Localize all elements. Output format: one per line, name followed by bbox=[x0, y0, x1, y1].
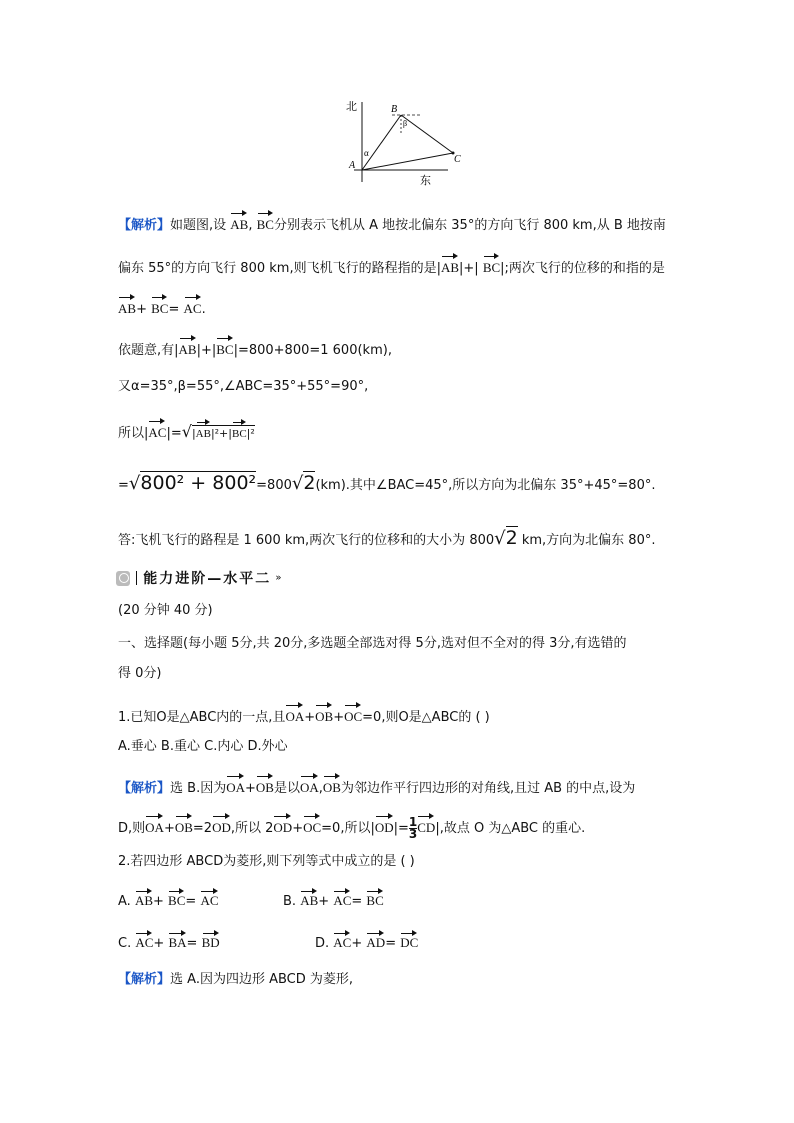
sqrt-expression: √|AB|²+|BC|² bbox=[182, 420, 255, 444]
vector-ac: AC bbox=[135, 931, 153, 951]
text: 答:飞机飞行的路程是 1 600 km,两次飞行的位移和的大小为 800 bbox=[118, 533, 495, 548]
solution-line-7 bbox=[118, 470, 655, 499]
text: 选 A.因为四边形 ABCD 为菱形, bbox=[170, 972, 354, 987]
vector-ab: AB bbox=[441, 254, 459, 278]
east-label: 东 bbox=[420, 175, 431, 186]
instructions-line-2: 得 0分) bbox=[118, 666, 162, 681]
text: 是以 bbox=[273, 781, 300, 796]
text: + bbox=[318, 894, 330, 909]
text: . bbox=[201, 302, 206, 317]
vector-ac: AC bbox=[333, 889, 351, 909]
radicand: 2 bbox=[505, 527, 518, 549]
fraction-one-third bbox=[409, 817, 417, 840]
text: =800 bbox=[256, 478, 292, 493]
vector-ac: AC bbox=[333, 931, 351, 951]
text: + bbox=[333, 710, 345, 725]
section-header bbox=[116, 568, 282, 588]
vector-ab: AB bbox=[118, 295, 136, 319]
analysis-tag: 【解析】 bbox=[118, 781, 171, 796]
text: , bbox=[318, 781, 323, 796]
question-1-options: A.垂心 B.重心 C.内心 D.外心 bbox=[118, 739, 288, 754]
text: + bbox=[153, 936, 165, 951]
vector-ac: AC bbox=[200, 889, 218, 909]
option-c bbox=[118, 931, 220, 951]
vector-ob: OB bbox=[256, 774, 274, 798]
text: = bbox=[186, 936, 198, 951]
analysis-tag: 【解析】 bbox=[118, 972, 171, 987]
vector-oc: OC bbox=[303, 814, 321, 838]
vector-bc: BC bbox=[483, 254, 500, 278]
section-title: 能力进阶—水平二 bbox=[143, 571, 272, 587]
option-label: D. bbox=[315, 936, 330, 951]
text: |²+| bbox=[210, 427, 232, 440]
option-label: A. bbox=[118, 894, 131, 909]
radicand: 2 bbox=[303, 472, 316, 494]
solution-line-4 bbox=[118, 336, 392, 361]
analysis-tag: 【解析】 bbox=[118, 218, 171, 233]
vector-bd: BD bbox=[202, 931, 220, 951]
answer-2 bbox=[118, 970, 353, 990]
vector-oa: OA bbox=[145, 814, 164, 838]
vector-bc: BC bbox=[232, 420, 247, 444]
vector-ab: AB bbox=[179, 336, 197, 360]
text: + bbox=[292, 821, 304, 836]
solution-line-6 bbox=[118, 419, 255, 444]
text: 选 B.因为 bbox=[170, 781, 227, 796]
text: =0,所以| bbox=[321, 821, 375, 836]
text: = bbox=[185, 894, 197, 909]
text: + bbox=[163, 821, 175, 836]
vector-ob: OB bbox=[175, 814, 193, 838]
option-d bbox=[315, 931, 418, 951]
point-b-label: B bbox=[391, 104, 398, 115]
lightbulb-icon bbox=[116, 571, 130, 586]
vector-bc: BC bbox=[151, 295, 168, 319]
radical-sign: √ bbox=[128, 473, 141, 494]
vector-bc: BC bbox=[216, 336, 233, 360]
option-a bbox=[118, 889, 219, 909]
numerator: 1 bbox=[408, 815, 418, 829]
vector-ba: BA bbox=[168, 931, 186, 951]
text: 分别表示飞机从 A 地按北偏东 35°的方向飞行 800 km,从 B 地按南 bbox=[273, 218, 666, 233]
text: , bbox=[248, 218, 253, 233]
north-label: 北 bbox=[346, 101, 357, 113]
option-label: C. bbox=[118, 936, 132, 951]
text: = bbox=[168, 302, 180, 317]
vector-ab: AB bbox=[230, 211, 248, 235]
text: | bbox=[191, 427, 196, 440]
vector-oa: OA bbox=[300, 774, 319, 798]
solution-line-3 bbox=[118, 295, 206, 320]
vector-bc: BC bbox=[168, 889, 185, 909]
text: 为邻边作平行四边形的对角线,且过 AB 的中点,设为 bbox=[340, 781, 636, 796]
vector-ob: OB bbox=[323, 774, 341, 798]
double-chevron-icon: » bbox=[275, 572, 282, 584]
answer-1-line-2 bbox=[118, 814, 585, 840]
question-1 bbox=[118, 703, 490, 728]
text: + bbox=[351, 936, 363, 951]
text: = bbox=[351, 894, 363, 909]
text: |=800+800=1 600(km), bbox=[233, 343, 392, 358]
text: |;两次飞行的位移的和指的是 bbox=[500, 261, 665, 276]
text: + bbox=[244, 781, 256, 796]
radicand: 800² + 800² bbox=[140, 472, 257, 494]
text: + bbox=[153, 894, 164, 909]
denominator: 3 bbox=[408, 827, 418, 841]
vector-ac: AC bbox=[148, 419, 166, 443]
vector-od: OD bbox=[212, 814, 231, 838]
vector-oa: OA bbox=[226, 774, 245, 798]
solution-line-2 bbox=[118, 254, 665, 279]
vector-od: OD bbox=[273, 814, 292, 838]
text: =0,则O是△ABC的 ( ) bbox=[362, 710, 490, 725]
vector-ab: AB bbox=[300, 889, 318, 909]
vector-oc: OC bbox=[344, 703, 362, 727]
vector-ab: AB bbox=[196, 420, 211, 444]
option-label: B. bbox=[283, 894, 297, 909]
radical-sign: √ bbox=[494, 528, 506, 549]
vector-ac: AC bbox=[184, 295, 202, 319]
text: |+| bbox=[459, 261, 479, 276]
time-score: (20 分钟 40 分) bbox=[118, 603, 213, 618]
vector-ob: OB bbox=[315, 703, 333, 727]
vector-ad: AD bbox=[366, 931, 385, 951]
answer-line bbox=[118, 525, 655, 554]
text: = bbox=[118, 478, 129, 493]
text: 1.已知O是△ABC内的一点,且 bbox=[118, 710, 286, 725]
text: ,所以 2 bbox=[230, 821, 274, 836]
solution-line-1 bbox=[118, 211, 666, 236]
text: (km).其中∠BAC=45°,所以方向为北偏东 35°+45°=80°. bbox=[315, 478, 656, 493]
text: = bbox=[385, 936, 397, 951]
point-c-label: C bbox=[454, 154, 461, 165]
text: |,故点 O 为△ABC 的重心. bbox=[435, 821, 586, 836]
point-a-label: A bbox=[349, 160, 356, 171]
text: + bbox=[136, 302, 147, 317]
text: km,方向为北偏东 80°. bbox=[517, 533, 656, 548]
vector-diagram bbox=[340, 98, 470, 186]
text: =2 bbox=[192, 821, 213, 836]
vector-bc: BC bbox=[257, 211, 274, 235]
text: D,则 bbox=[118, 821, 146, 836]
radical-sign: √ bbox=[291, 473, 304, 494]
answer-1-line-1 bbox=[118, 774, 635, 799]
instructions-line-1: 一、选择题(每小题 5分,共 20分,多选题全部选对得 5分,选对但不全对的得 3分,有选错的 bbox=[118, 636, 627, 651]
text: |² bbox=[246, 427, 255, 440]
text: |+| bbox=[196, 343, 217, 358]
text: + bbox=[304, 710, 316, 725]
text: 所以| bbox=[118, 426, 149, 441]
text: 如题图,设 bbox=[170, 218, 227, 233]
vector-bc: BC bbox=[366, 889, 383, 909]
vector-dc: DC bbox=[400, 931, 418, 951]
beta-label: β bbox=[403, 119, 408, 128]
text: |= bbox=[393, 821, 409, 836]
text: 偏东 55°的方向飞行 800 km,则飞机飞行的路程指的是| bbox=[118, 261, 441, 276]
text: 依题意,有| bbox=[118, 343, 179, 358]
text: |= bbox=[166, 426, 182, 441]
solution-line-5: 又α=35°,β=55°,∠ABC=35°+55°=90°, bbox=[118, 379, 369, 394]
vector-ab: AB bbox=[135, 889, 153, 909]
vector-oa: OA bbox=[285, 703, 304, 727]
question-2: 2.若四边形 ABCD为菱形,则下列等式中成立的是 ( ) bbox=[118, 854, 415, 869]
vector-od: OD bbox=[375, 814, 394, 838]
vector-cd: CD bbox=[417, 814, 435, 838]
option-b bbox=[283, 889, 384, 909]
alpha-label: α bbox=[364, 148, 369, 158]
